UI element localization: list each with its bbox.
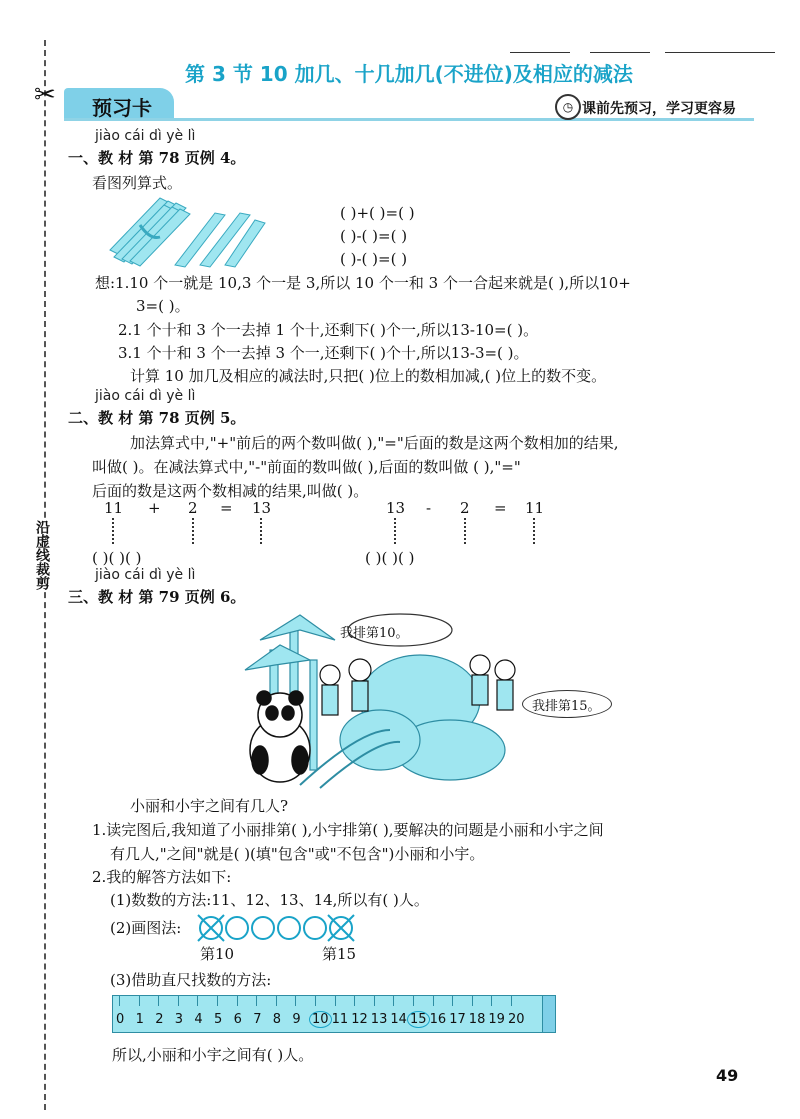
label-15th: 第15 (322, 945, 357, 963)
ruler-number-17: 17 (449, 1012, 466, 1027)
ruler-number-12: 12 (351, 1012, 368, 1027)
ruler-number-19: 19 (488, 1012, 505, 1027)
ruler-tick (374, 996, 375, 1006)
add-num-2: 2 (188, 499, 198, 517)
header-line (590, 52, 650, 53)
section1-instruction: 看图列算式。 (92, 174, 183, 192)
ruler-number-6: 6 (233, 1012, 242, 1027)
dotted-connector (394, 518, 396, 544)
label-10th: 第10 (200, 945, 235, 963)
ruler-tick (472, 996, 473, 1006)
slogan: 课前先预习，学习更容易 (582, 101, 736, 117)
pinyin-label: jiào cái dì yè lì (95, 567, 196, 583)
pinyin-label: jiào cái dì yè lì (95, 128, 196, 144)
speech-bubble-10: 我排第10。 (340, 626, 409, 641)
sub-minus: - (426, 499, 432, 517)
add-equals: = (220, 499, 233, 517)
speech-bubble-15: 我排第15。 (532, 699, 601, 714)
equation-sub1: ( )-( )=( ) (340, 227, 408, 245)
sub-num-11: 11 (525, 499, 545, 517)
ruler-tick (178, 996, 179, 1006)
ruler-tick (256, 996, 257, 1006)
method3-line: (3)借助直尺找数的方法: (110, 971, 272, 989)
ruler-tick (158, 996, 159, 1006)
ruler-number-0: 0 (116, 1012, 125, 1027)
circle-row (196, 912, 356, 944)
ruler-tick (119, 996, 120, 1006)
ruler-tick (295, 996, 296, 1006)
dotted-connector (260, 518, 262, 544)
method2-line: (2)画图法: (110, 919, 182, 937)
ruler-tick (393, 996, 394, 1006)
ruler-number-11: 11 (331, 1012, 349, 1027)
ruler-number-8: 8 (272, 1012, 282, 1027)
conclusion-line: 所以,小丽和小宇之间有( )人。 (112, 1046, 314, 1064)
pinyin-label: jiào cái dì yè lì (95, 388, 196, 404)
think-line-1b: 3=( )。 (136, 297, 190, 315)
ruler-tick (276, 996, 277, 1006)
think-line-2: 2.1 个十和 3 个一去掉 1 个十,还剩下( )个一,所以13-10=( )。 (118, 321, 539, 339)
add-num-13: 13 (252, 499, 272, 517)
header-line (665, 52, 775, 53)
ruler-tick (335, 996, 336, 1006)
think-line-1: 想:1.10 个一就是 10,3 个一是 3,所以 10 个一和 3 个一合起来就是( ),所以10+ (95, 274, 631, 292)
ruler-number-4: 4 (194, 1012, 203, 1027)
summary-line: 计算 10 加几及相应的减法时,只把( )位上的数相加减,( )位上的数不变。 (130, 367, 607, 385)
ruler-number-5: 5 (214, 1012, 223, 1027)
ruler-tick (315, 996, 316, 1006)
section3-heading: 三、教 材 第 79 页例 6。 (68, 588, 246, 606)
scissors-icon: ✂ (34, 80, 56, 110)
ruler-tick (452, 996, 453, 1006)
dotted-connector (192, 518, 194, 544)
ruler-number-15: 15 (407, 1011, 430, 1028)
ruler-tick (511, 996, 512, 1006)
dotted-connector (464, 518, 466, 544)
page-number: 49 (716, 1066, 739, 1085)
sub-num-13: 13 (386, 499, 406, 517)
ruler-number-13: 13 (370, 1012, 388, 1027)
ruler-number-18: 18 (468, 1012, 486, 1027)
sub-blanks: ( )( )( ) (365, 549, 415, 567)
ruler-tick (354, 996, 355, 1006)
method1-line: (1)数数的方法:11、12、13、14,所以有( )人。 (110, 891, 429, 909)
ruler-number-9: 9 (292, 1012, 301, 1027)
sub-num-2: 2 (460, 499, 470, 517)
question-line: 小丽和小宇之间有几人? (130, 797, 289, 815)
section2-heading: 二、教 材 第 78 页例 5。 (68, 409, 246, 427)
add-blanks: ( )( )( ) (92, 549, 142, 567)
ruler-tick (217, 996, 218, 1006)
section2-line1: 加法算式中,"+"前后的两个数叫做( ),"="后面的数是这两个数相加的结果, (130, 434, 619, 452)
equation-add: ( )+( )=( ) (340, 204, 415, 222)
ruler-tick (197, 996, 198, 1006)
cut-label: 沿虚线裁剪 (30, 520, 54, 590)
ruler-number-1: 1 (135, 1012, 144, 1027)
ruler-number-14: 14 (390, 1012, 407, 1027)
dotted-connector (112, 518, 114, 544)
dotted-connector (533, 518, 535, 544)
ruler-tick (491, 996, 492, 1006)
header-line (510, 52, 570, 53)
q1-line-b: 有几人,"之间"就是( )(填"包含"或"不包含")小丽和小宇。 (110, 845, 485, 863)
ruler-number-3: 3 (174, 1012, 184, 1027)
think-line-3: 3.1 个十和 3 个一去掉 3 个一,还剩下( )个十,所以13-3=( )。 (118, 344, 529, 362)
ruler-number-16: 16 (429, 1012, 447, 1027)
ruler-tick (413, 996, 414, 1006)
section2-line3: 后面的数是这两个数相减的结果,叫做( )。 (92, 482, 369, 500)
page-title: 第 3 节 10 加几、十几加几(不进位)及相应的减法 (185, 62, 633, 86)
q2-line: 2.我的解答方法如下: (92, 868, 232, 886)
ruler-number-20: 20 (508, 1012, 525, 1027)
add-plus: + (148, 499, 161, 517)
ruler-edge (542, 995, 556, 1033)
sticks-illustration (100, 195, 270, 270)
ruler-number-2: 2 (155, 1012, 164, 1027)
card-label: 预习卡 (92, 96, 152, 120)
clock-icon: ◷ (555, 94, 581, 120)
ruler-number-7: 7 (253, 1012, 262, 1027)
ruler-tick (237, 996, 238, 1006)
add-num-11: 11 (104, 499, 124, 517)
equation-sub2: ( )-( )=( ) (340, 250, 408, 268)
ruler-tick (139, 996, 140, 1006)
section1-heading: 一、教 材 第 78 页例 4。 (68, 149, 246, 167)
ruler-tick (433, 996, 434, 1006)
sub-equals: = (494, 499, 507, 517)
q1-line-a: 1.读完图后,我知道了小丽排第( ),小宇排第( ),要解决的问题是小丽和小宇之间 (92, 821, 604, 839)
section2-line2: 叫做( )。在减法算式中,"-"前面的数叫做( ),后面的数叫做 ( ),"=" (92, 458, 521, 476)
ruler-number-10: 10 (309, 1011, 332, 1028)
